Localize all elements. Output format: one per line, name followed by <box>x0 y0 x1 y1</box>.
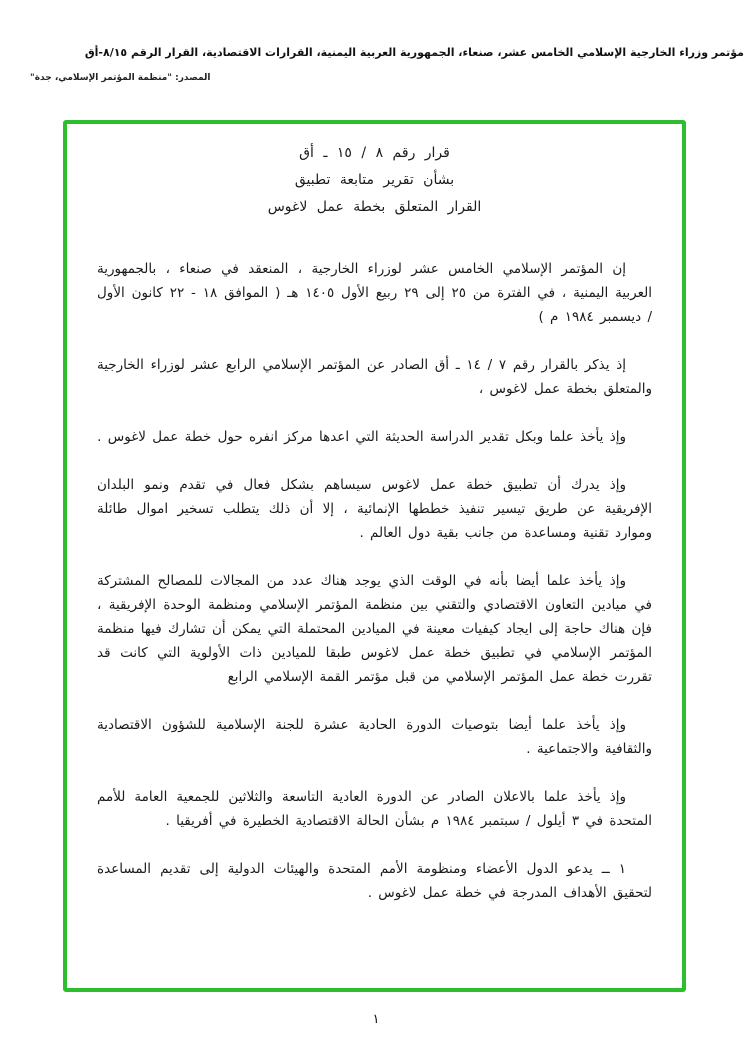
paragraph-taking-note-recommendations: وإذ يأخذ علما أيضا بتوصيات الدورة الحادية عشرة للجنة الإسلامية للشؤون الاقتصادية والثقافية والاجتماعية . <box>97 717 652 757</box>
resolution-number-line: قرار رقم ٨ / ١٥ ـ أق <box>299 145 450 161</box>
paragraph-preamble: إن المؤتمر الإسلامي الخامس عشر لوزراء الخارجية ، المنعقد في صنعاء ، بالجمهورية العربية اليمنية ، في الفترة من ٢٥ إلى ٢٩ ربيع الأول ١٤٠٥ هـ ( الموافق ١٨ - ٢٢ كانون الأول / ديسمبر ١٩٨٤ م ) <box>97 261 652 325</box>
paragraph-aware: وإذ يدرك أن تطبيق خطة عمل لاغوس سيساهم بشكل فعال في تقدم ونمو البلدان الإفريقية عن طريق تيسير تنفيذ خططها الإنمائية ، إلا أن ذلك يتطلب تسخير اموال طائلة وموارد تقنية ومساعدة من جانب بقية دول العالم . <box>97 477 652 541</box>
header-source: المصدر: "منظمة المؤتمر الإسلامي، جدة" <box>30 73 211 83</box>
page-number: ١ <box>372 1012 380 1027</box>
paragraph-recalling: إذ يذكر بالقرار رقم ٧ / ١٤ ـ أق الصادر عن المؤتمر الإسلامي الرابع عشر لوزراء الخارجية والمتعلق بخطة عمل لاغوس ، <box>97 357 652 397</box>
resolution-subject-line-1: بشأن تقرير متابعة تطبيق <box>294 172 455 188</box>
highlighted-scan-region <box>63 120 686 992</box>
paragraph-taking-note-study: وإذ يأخذ علما وبكل تقدير الدراسة الحديثة التي اعدها مركز انفره حول خطة عمل لاغوس . <box>97 429 626 445</box>
header-title: مؤتمر وزراء الخارجية الإسلامي الخامس عشر، صنعاء، الجمهورية العربية اليمنية، القرارات الاقتصادية، القرار الرقم ٨/١٥-أق <box>84 46 744 59</box>
resolution-subject-line-2: القرار المتعلق بخطة عمل لاغوس <box>267 199 482 215</box>
paragraph-taking-note-fields: وإذ يأخذ علما أيضا بأنه في الوقت الذي يوجد هناك عدد من المجالات للمصالح المشتركة في ميادين التعاون الاقتصادي والتقني بين منظمة المؤتمر الإسلامي ومنظمة الوحدة الإفريقية ، فإن هناك حاجة إلى ايجاد كيفيات معينة في الميادين المحتملة التي يمكن أن تشارك فيها منظمة المؤتمر الإسلامي في تطبيق خطة عمل لاغوس طبقا للميادين ذات الأولوية التي كانت قد تقررت خطة عمل المؤتمر الإسلامي من قبل مؤتمر القمة الإسلامي الرابع <box>97 573 652 685</box>
paragraph-taking-note-declaration: وإذ يأخذ علما بالاعلان الصادر عن الدورة العادية التاسعة والثلاثين للجمعية العامة للأمم المتحدة في ٣ أيلول / سبتمبر ١٩٨٤ م بشأن الحالة الاقتصادية الخطيرة في أفريقيا . <box>97 789 652 829</box>
paragraph-operative-1: ١ ــ يدعو الدول الأعضاء ومنظومة الأمم المتحدة والهيئات الدولية إلى تقديم المساعدة لتحقيق الأهداف المدرجة في خطة عمل لاغوس . <box>97 861 652 901</box>
